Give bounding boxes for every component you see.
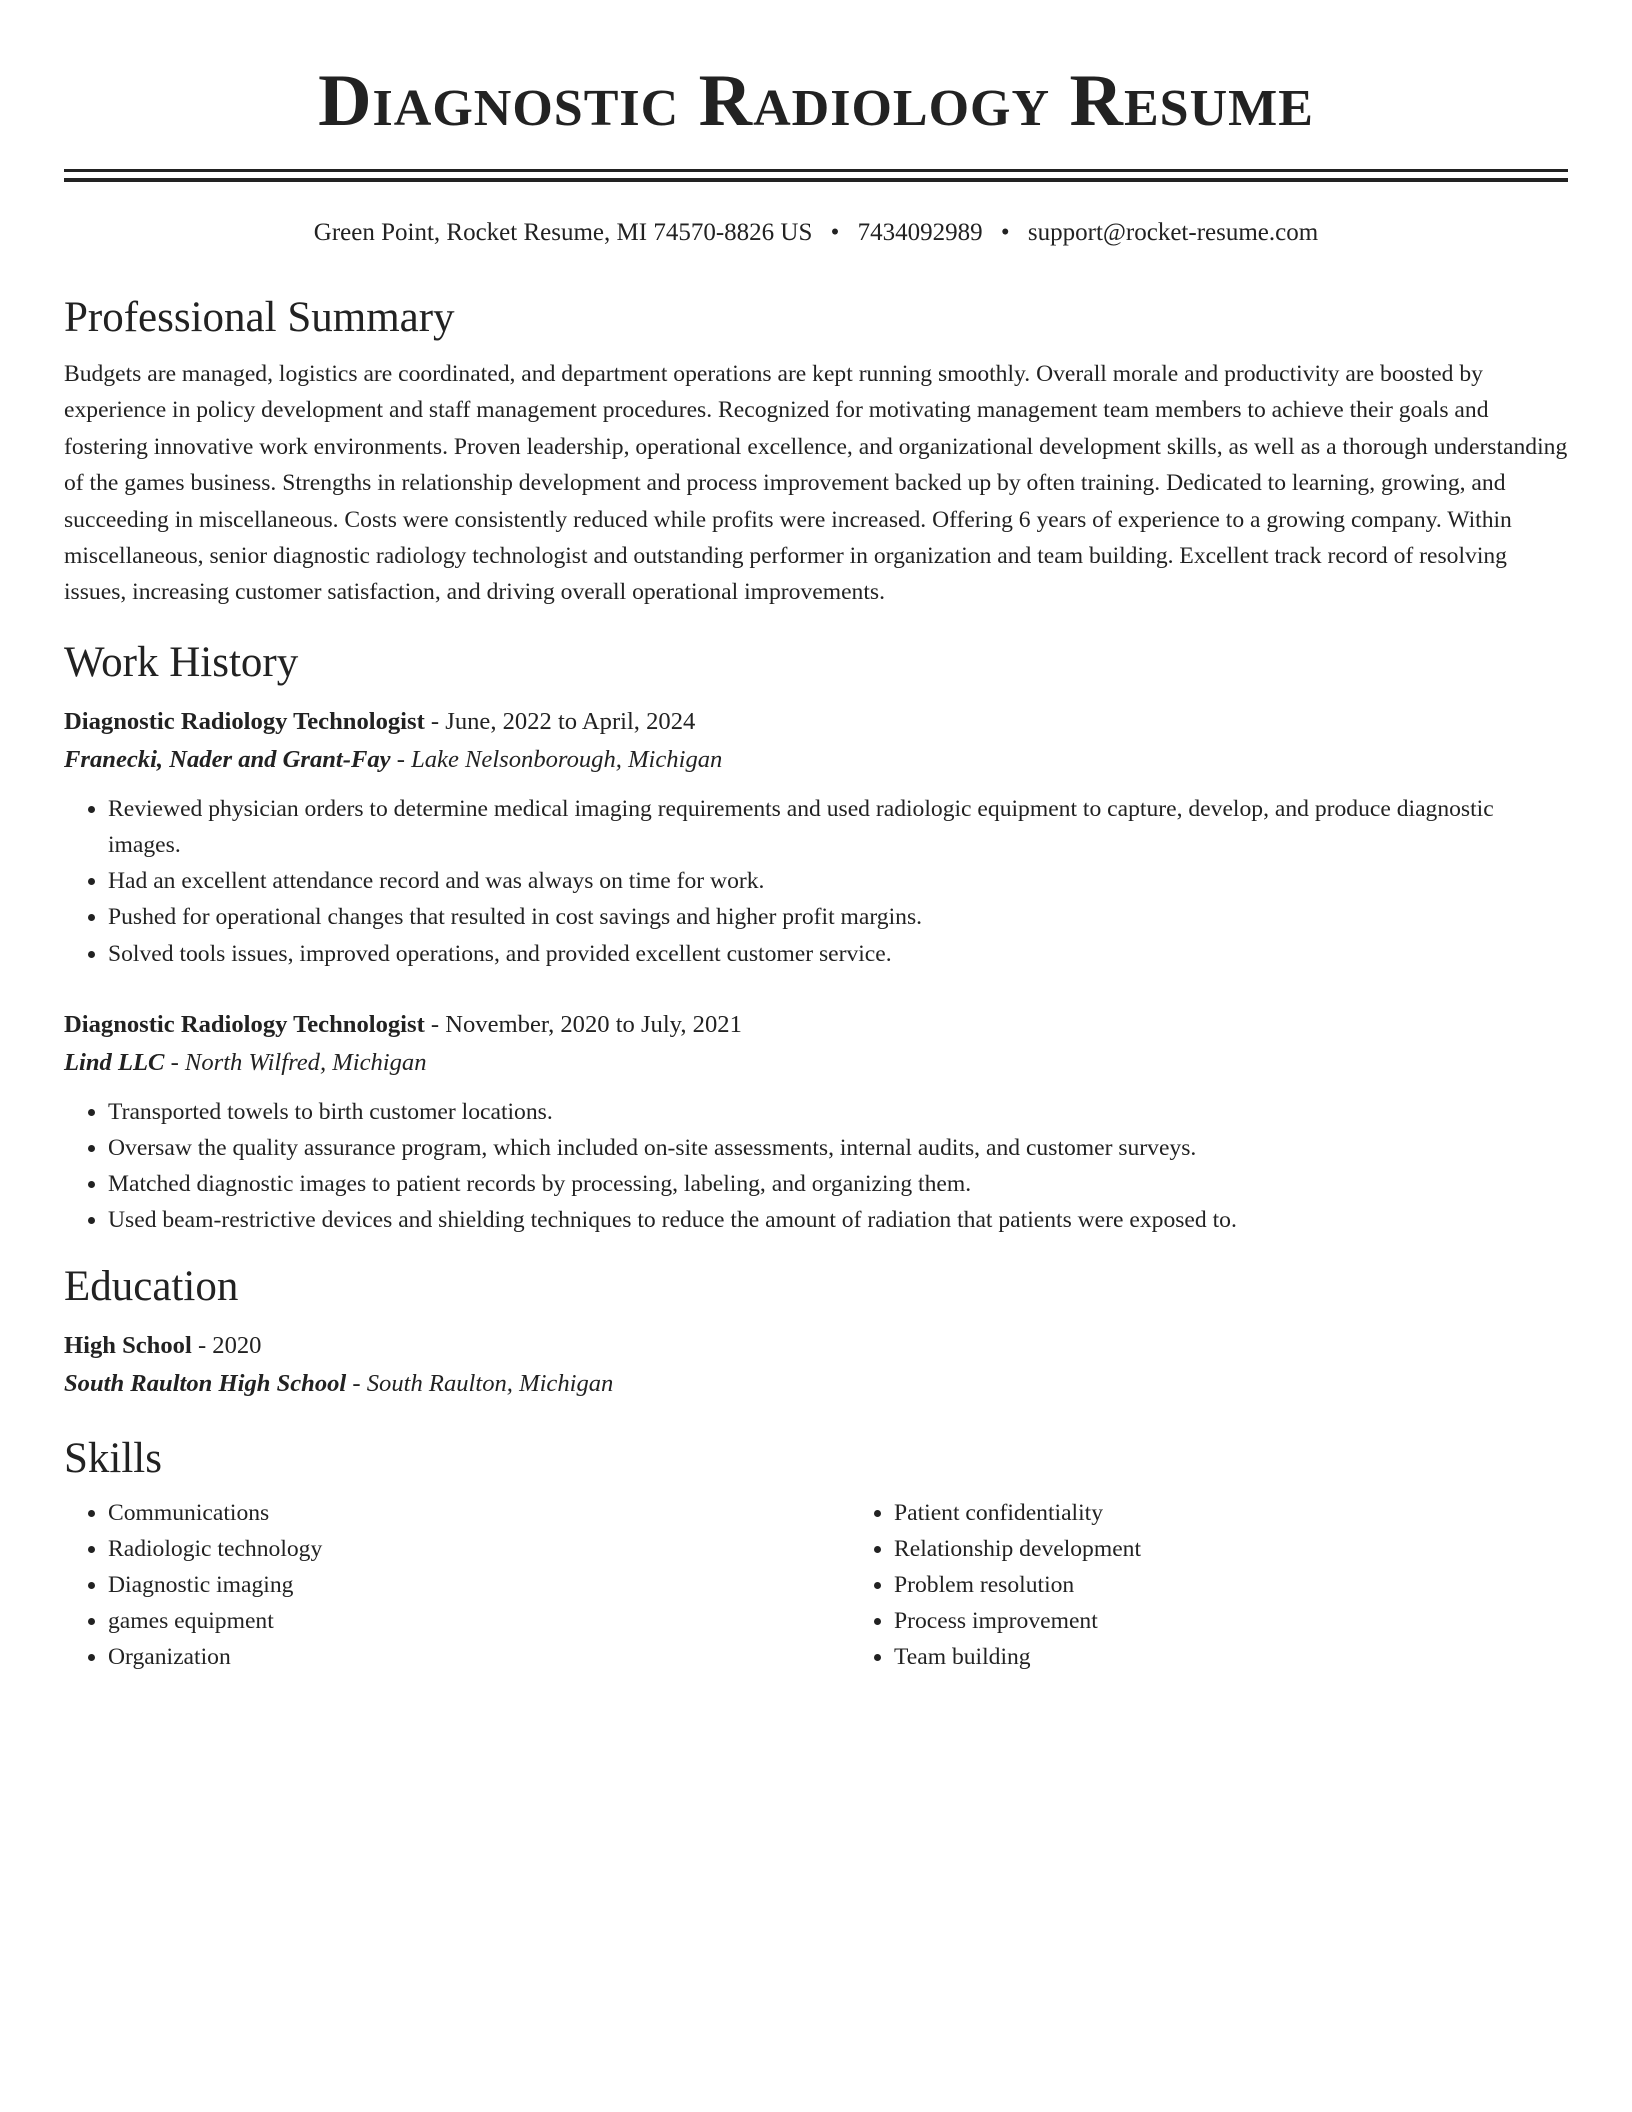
job-bullet: • Reviewed physician orders to determine medical imaging requirements and used radiologic equipment to capture, develop, and produce diagnostic images.: [108, 791, 1568, 863]
job-bullet: • Solved tools issues, improved operations, and provided excellent customer service.: [108, 936, 1568, 972]
contact-email: support@rocket-resume.com: [1027, 219, 1319, 246]
job-company: Lind LLC: [64, 1048, 165, 1076]
contact-line: [64, 216, 1568, 250]
job-title-line: [64, 1006, 1568, 1043]
education-location: - South Raulton, Michigan: [346, 1369, 614, 1397]
education-year: - 2020: [191, 1331, 262, 1359]
skills-column-left: [64, 1495, 850, 1676]
job-company-line: [64, 740, 1568, 779]
job-bullet: • Had an excellent attendance record and was always on time for work.: [108, 863, 1568, 899]
education-degree-line: [64, 1327, 1568, 1364]
skills-heading: Skills: [64, 1434, 162, 1482]
job-bullets: [64, 1094, 1568, 1239]
job-bullet: • Used beam-restrictive devices and shielding techniques to reduce the amount of radiation that patients were exposed to.: [108, 1202, 1568, 1238]
resume-title: Diagnostic Radiology Resume: [318, 60, 1314, 142]
skill-item: • Communications: [108, 1495, 850, 1531]
education-degree: High School: [64, 1331, 192, 1359]
job-entry: [64, 1006, 1568, 1239]
divider-line-bottom: [64, 178, 1568, 182]
education-school: South Raulton High School: [64, 1369, 347, 1397]
job-title: Diagnostic Radiology Technologist: [64, 707, 425, 735]
education-heading: Education: [64, 1262, 239, 1310]
skill-item: • Problem resolution: [894, 1567, 1632, 1603]
contact-separator: •: [830, 219, 840, 246]
skill-item: • Diagnostic imaging: [108, 1567, 850, 1603]
work-history-heading: Work History: [64, 638, 299, 686]
job-title-line: [64, 703, 1568, 740]
job-bullet: • Transported towels to birth customer locations.: [108, 1094, 1568, 1130]
skill-item: • Patient confidentiality: [894, 1495, 1632, 1531]
contact-separator: •: [1000, 219, 1010, 246]
skills-list: [64, 1495, 1568, 1676]
skills-column-right: [850, 1495, 1632, 1676]
skill-item: • Team building: [894, 1639, 1632, 1675]
education-school-line: [64, 1364, 1568, 1403]
skill-item: • Relationship development: [894, 1531, 1632, 1567]
job-location: - North Wilfred, Michigan: [164, 1048, 427, 1076]
skill-item: • Process improvement: [894, 1603, 1632, 1639]
job-company: Franecki, Nader and Grant-Fay: [64, 745, 391, 773]
summary-text: Budgets are managed, logistics are coordinated, and department operations are kept running smoothly. Overall morale and productivity are boosted by experience in policy development and staff management procedures. Recognized for motivating management team members to achieve their goals and fostering innovative work environments. Proven leadership, operational excellence, and organizational development skills, as well as a thorough understanding of the games business. Strengths in relationship development and process improvement backed up by often training. Dedicated to learning, growing, and succeeding in miscellaneous. Costs were consistently reduced while profits were increased. Offering 6 years of experience to a growing company. Within miscellaneous, senior diagnostic radiology technologist and outstanding performer in organization and team building. Excellent track record of resolving issues, increasing customer satisfaction, and driving overall operational improvements.: [64, 361, 1568, 606]
job-bullet: • Oversaw the quality assurance program, which included on-site assessments, internal audits, and customer surveys.: [108, 1130, 1568, 1166]
summary-heading: Professional Summary: [64, 294, 455, 341]
job-bullet: • Matched diagnostic images to patient records by processing, labeling, and organizing them.: [108, 1166, 1568, 1202]
title-divider: [64, 169, 1568, 182]
contact-address: Green Point, Rocket Resume, MI 74570-8826 US: [313, 219, 813, 246]
job-company-line: [64, 1043, 1568, 1082]
skill-item: • games equipment: [108, 1603, 850, 1639]
job-dates: - November, 2020 to July, 2021: [424, 1010, 742, 1038]
job-dates: - June, 2022 to April, 2024: [424, 707, 696, 735]
job-entry: [64, 703, 1568, 972]
divider-line-top: [64, 169, 1568, 172]
contact-phone: 7434092989: [857, 219, 983, 246]
skill-item: • Radiologic technology: [108, 1531, 850, 1567]
job-bullets: [64, 791, 1568, 972]
job-title: Diagnostic Radiology Technologist: [64, 1010, 425, 1038]
skill-item: • Organization: [108, 1639, 850, 1675]
job-bullet: • Pushed for operational changes that resulted in cost savings and higher profit margins.: [108, 899, 1568, 935]
job-location: - Lake Nelsonborough, Michigan: [390, 745, 723, 773]
